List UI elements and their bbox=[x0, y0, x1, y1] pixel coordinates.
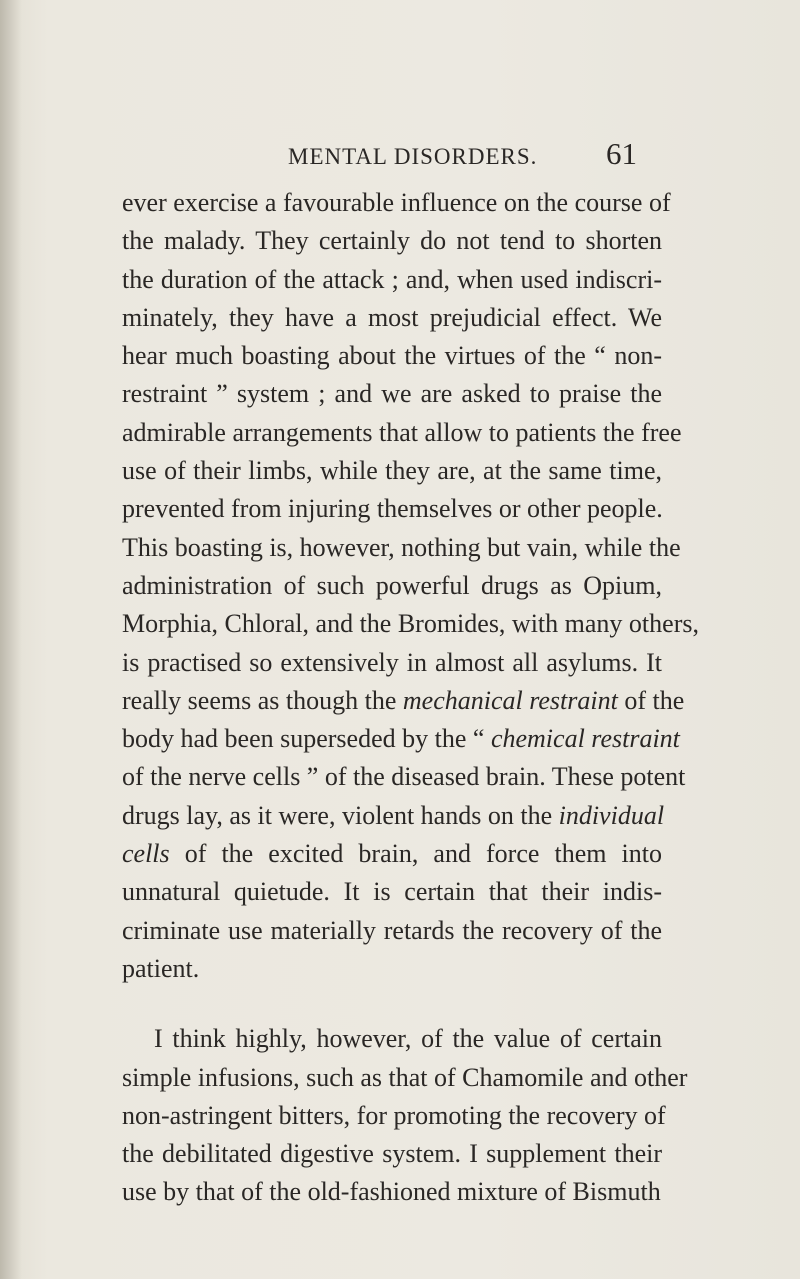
text-segment: of the bbox=[617, 685, 685, 715]
paragraph bbox=[122, 184, 699, 988]
text-segment: the duration of the attack ; and, when used indiscri- bbox=[122, 264, 662, 294]
running-title: MENTAL DISORDERS. bbox=[288, 144, 538, 169]
text-line bbox=[122, 261, 662, 299]
text-line bbox=[122, 835, 662, 873]
text-segment: minately, they have a most prejudicial effect. We bbox=[122, 302, 662, 332]
text-segment: unnatural quietude. It is certain that their indis- bbox=[122, 877, 662, 907]
page-number: 61 bbox=[606, 136, 637, 171]
text-segment: patient. bbox=[122, 953, 200, 983]
text-segment: restraint ” system ; and we are asked to praise the bbox=[122, 379, 662, 409]
text-line bbox=[122, 682, 685, 720]
text-line bbox=[122, 797, 665, 835]
paragraph-gap bbox=[122, 988, 662, 1020]
text-line bbox=[122, 912, 662, 950]
text-segment: criminate use materially retards the recovery of the bbox=[122, 915, 662, 945]
text-segment: admirable arrangements that allow to patients the free bbox=[122, 417, 682, 447]
text-segment: prevented from injuring themselves or other people. bbox=[122, 494, 663, 524]
text-segment: ever exercise a favourable influence on the course of bbox=[122, 188, 671, 217]
text-line bbox=[122, 950, 662, 988]
italic-phrase: chemical restraint bbox=[490, 724, 680, 754]
text-segment: the debilitated digestive system. I supplement their bbox=[122, 1139, 662, 1169]
body-text bbox=[122, 184, 699, 1212]
text-segment: simple infusions, such as that of Chamomile and other bbox=[122, 1062, 688, 1092]
text-line bbox=[122, 414, 682, 452]
text-segment: body had been superseded by the “ bbox=[122, 724, 491, 754]
text-line bbox=[122, 1135, 662, 1173]
italic-phrase: mechanical restraint bbox=[402, 685, 618, 715]
text-segment: the malady. They certainly do not tend to shorten bbox=[122, 226, 662, 256]
page-header bbox=[0, 136, 800, 176]
italic-phrase: individual bbox=[558, 800, 665, 830]
text-line bbox=[122, 1059, 688, 1097]
text-line bbox=[122, 1173, 662, 1211]
text-line bbox=[122, 375, 662, 413]
text-segment: drugs lay, as it were, violent hands on the bbox=[122, 800, 559, 830]
text-line bbox=[122, 222, 662, 260]
text-line bbox=[122, 490, 662, 528]
paragraph bbox=[122, 1020, 688, 1211]
text-segment: use of their limbs, while they are, at the same time, bbox=[122, 456, 662, 486]
text-segment: Morphia, Chloral, and the Bromides, with many others, bbox=[122, 609, 699, 639]
text-line bbox=[122, 567, 662, 605]
text-segment: of the nerve cells ” of the diseased brain. These potent bbox=[122, 762, 686, 792]
text-segment: administration of such powerful drugs as Opium, bbox=[122, 570, 662, 600]
text-segment: I think highly, however, of the value of certain bbox=[154, 1024, 662, 1054]
text-line bbox=[122, 184, 671, 222]
text-segment: non-astringent bitters, for promoting the recovery of bbox=[122, 1100, 666, 1130]
text-segment: of the excited brain, and force them into bbox=[169, 839, 662, 869]
text-segment: This boasting is, however, nothing but vain, while the bbox=[122, 532, 681, 562]
text-line bbox=[122, 644, 662, 682]
text-line bbox=[122, 529, 681, 567]
page-spine-shadow bbox=[0, 0, 22, 1279]
text-segment: use by that of the old-fashioned mixture of Bismuth bbox=[122, 1177, 661, 1207]
text-line bbox=[122, 720, 680, 758]
text-line bbox=[122, 605, 699, 643]
text-line bbox=[122, 299, 662, 337]
text-line bbox=[122, 452, 662, 490]
text-line bbox=[122, 1020, 662, 1058]
text-segment: hear much boasting about the virtues of the “ non- bbox=[122, 341, 662, 371]
text-segment: really seems as though the bbox=[122, 685, 403, 715]
text-line bbox=[122, 873, 662, 911]
italic-phrase: cells bbox=[122, 839, 170, 869]
text-line bbox=[122, 758, 686, 796]
text-line bbox=[122, 337, 662, 375]
text-segment: is practised so extensively in almost all asylums. It bbox=[122, 647, 662, 677]
text-line bbox=[122, 1097, 666, 1135]
